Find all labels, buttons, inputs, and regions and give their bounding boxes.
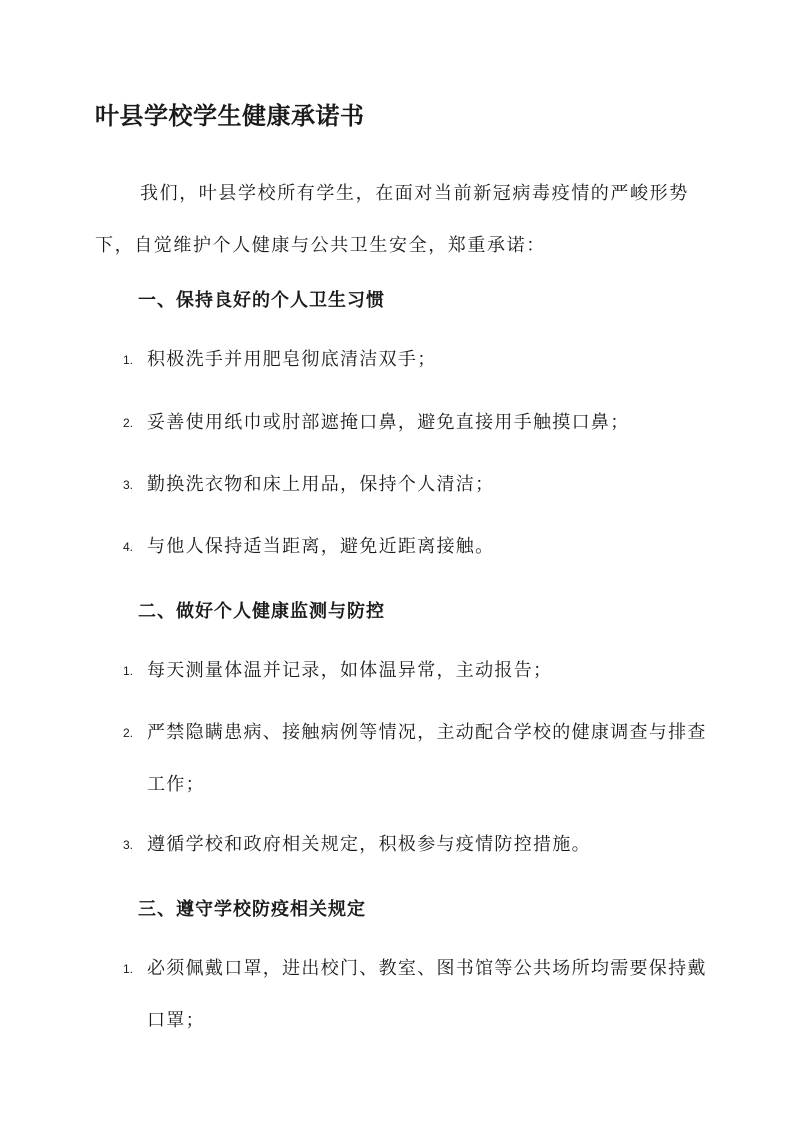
item-text: 妥善使用纸巾或肘部遮掩口鼻，避免直接用手触摸口鼻； [147, 412, 630, 433]
list-item [123, 819, 723, 871]
item-number: 1. [123, 962, 134, 976]
list-item [123, 521, 723, 573]
section-heading-monitoring: 二、做好个人健康监测与防控 [138, 601, 385, 622]
list-item [123, 707, 723, 811]
item-number: 3. [123, 838, 134, 852]
item-number: 2. [123, 726, 134, 740]
list-item [123, 943, 723, 1047]
item-text: 积极洗手并用肥皂彻底清洁双手； [147, 349, 437, 370]
list-item [123, 459, 723, 511]
intro-paragraph: 我们，叶县学校所有学生，在面对当前新冠病毒疫情的严峻形势下，自觉维护个人健康与公共卫生安全，郑重承诺： [95, 183, 689, 256]
item-text: 每天测量体温并记录，如体温异常，主动报告； [147, 660, 553, 681]
item-text: 与他人保持适当距离，避免近距离接触。 [147, 536, 495, 557]
item-text: 必须佩戴口罩，进出校门、教室、图书馆等公共场所均需要保持戴口罩； [147, 958, 707, 1031]
section-heading-school-rules: 三、遵守学校防疫相关规定 [138, 899, 366, 920]
item-number: 2. [123, 416, 134, 430]
list-item [123, 645, 723, 697]
list-item [123, 397, 723, 449]
item-number: 3. [123, 478, 134, 492]
item-text: 严禁隐瞒患病、接触病例等情况，主动配合学校的健康调查与排查工作； [147, 722, 707, 795]
list-item [123, 334, 723, 386]
item-text: 勤换洗衣物和床上用品，保持个人清洁； [147, 474, 495, 495]
item-number: 1. [123, 664, 134, 678]
item-text: 遵循学校和政府相关规定，积极参与疫情防控措施。 [147, 834, 591, 855]
document-title: 叶县学校学生健康承诺书 [95, 101, 365, 130]
section-heading-hygiene: 一、保持良好的个人卫生习惯 [138, 290, 385, 311]
item-number: 1. [123, 353, 134, 367]
item-number: 4. [123, 540, 134, 554]
